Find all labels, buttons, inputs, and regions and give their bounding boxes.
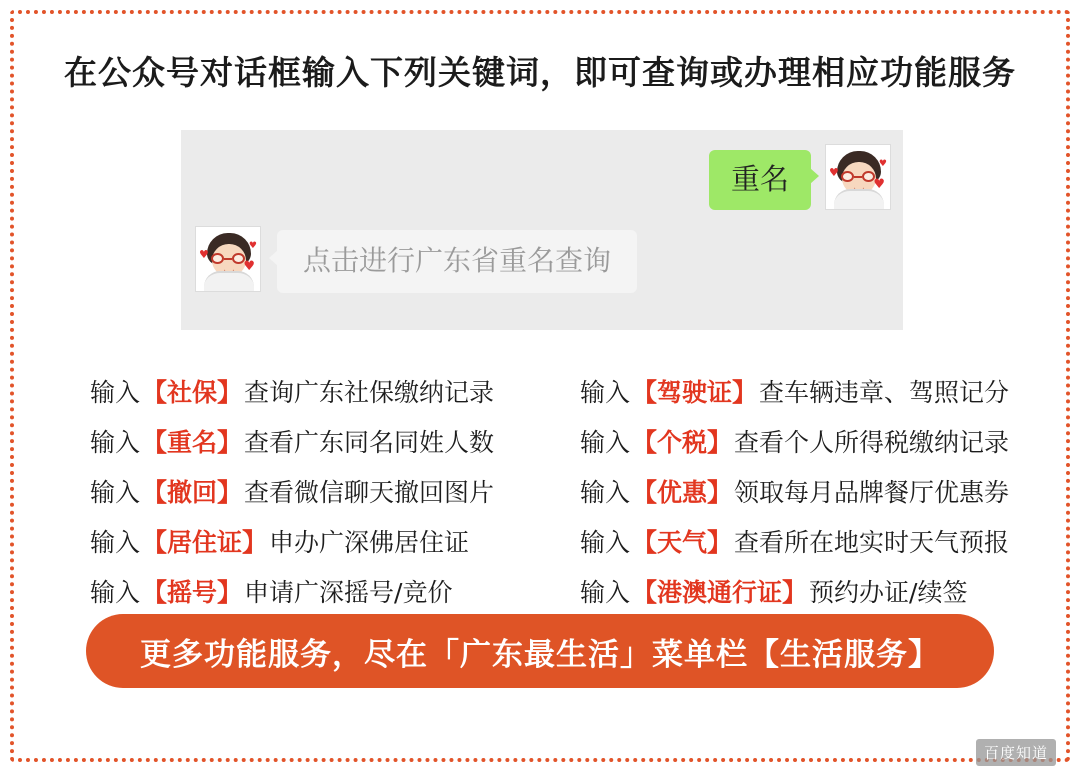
heart-icon: ♥ xyxy=(199,248,209,261)
keyword-prefix: 输入 xyxy=(580,428,631,457)
avatar-glasses-left xyxy=(211,253,224,264)
keyword-token: 【港澳通行证】 xyxy=(632,578,808,607)
chat-mockup xyxy=(181,130,903,330)
keyword-token: 【居住证】 xyxy=(142,528,268,557)
keyword-token: 【驾驶证】 xyxy=(632,378,758,407)
keyword-description: 申办广深佛居住证 xyxy=(269,528,470,557)
incoming-message-bubble[interactable]: 点击进行广东省重名查询 xyxy=(277,230,637,293)
chat-row-outgoing xyxy=(709,144,891,210)
keyword-description: 领取每月品牌餐厅优惠券 xyxy=(734,478,1010,507)
keyword-prefix: 输入 xyxy=(90,578,141,607)
watermark: 百度知道 xyxy=(976,739,1056,766)
list-item xyxy=(546,516,1046,566)
keyword-token: 【个税】 xyxy=(632,428,733,457)
list-item xyxy=(546,466,1046,516)
chat-row-incoming xyxy=(195,226,637,293)
keyword-description: 查看个人所得税缴纳记录 xyxy=(734,428,1010,457)
avatar-body xyxy=(204,271,254,291)
cartoon-girl-avatar xyxy=(195,226,261,292)
list-item xyxy=(546,566,1046,616)
heart-icon: ♥ xyxy=(243,259,255,274)
heart-icon: ♥ xyxy=(878,159,887,169)
heart-icon: ♥ xyxy=(873,177,885,192)
keyword-prefix: 输入 xyxy=(580,578,631,607)
cta-banner[interactable]: 更多功能服务，尽在「广东最生活」菜单栏【生活服务】 xyxy=(86,614,994,688)
avatar-body xyxy=(834,189,884,209)
list-item xyxy=(34,566,534,616)
list-item xyxy=(34,466,534,516)
avatar-glasses-bridge xyxy=(854,176,862,178)
keyword-description: 查看微信聊天撤回图片 xyxy=(244,478,495,507)
keyword-description: 查车辆违章、驾照记分 xyxy=(759,378,1010,407)
keyword-list xyxy=(34,366,1046,616)
keyword-token: 【撤回】 xyxy=(142,478,243,507)
keyword-token: 【天气】 xyxy=(632,528,733,557)
heart-icon: ♥ xyxy=(248,241,257,251)
keyword-grid xyxy=(34,366,1046,616)
keyword-prefix: 输入 xyxy=(580,378,631,407)
list-item xyxy=(546,416,1046,466)
keyword-prefix: 输入 xyxy=(580,478,631,507)
poster-content xyxy=(26,26,1054,746)
keyword-token: 【优惠】 xyxy=(632,478,733,507)
keyword-token: 【摇号】 xyxy=(142,578,243,607)
keyword-description: 申请广深摇号/竞价 xyxy=(244,578,453,607)
list-item xyxy=(546,366,1046,416)
keyword-prefix: 输入 xyxy=(90,378,141,407)
heart-icon: ♥ xyxy=(829,166,839,179)
keyword-description: 查看广东同名同姓人数 xyxy=(244,428,495,457)
cartoon-girl-avatar xyxy=(825,144,891,210)
keyword-description: 查看所在地实时天气预报 xyxy=(734,528,1010,557)
keyword-token: 【社保】 xyxy=(142,378,243,407)
avatar-glasses-left xyxy=(841,171,854,182)
list-item xyxy=(34,366,534,416)
keyword-description: 查询广东社保缴纳记录 xyxy=(244,378,495,407)
page-title: 在公众号对话框输入下列关键词，即可查询或办理相应功能服务 xyxy=(64,53,1016,92)
list-item xyxy=(34,416,534,466)
keyword-token: 【重名】 xyxy=(142,428,243,457)
keyword-prefix: 输入 xyxy=(90,528,141,557)
keyword-prefix: 输入 xyxy=(90,428,141,457)
list-item xyxy=(34,516,534,566)
keyword-prefix: 输入 xyxy=(90,478,141,507)
outgoing-message-bubble: 重名 xyxy=(709,150,811,210)
avatar-glasses-bridge xyxy=(224,258,232,260)
keyword-description: 预约办证/续签 xyxy=(809,578,968,607)
keyword-prefix: 输入 xyxy=(580,528,631,557)
